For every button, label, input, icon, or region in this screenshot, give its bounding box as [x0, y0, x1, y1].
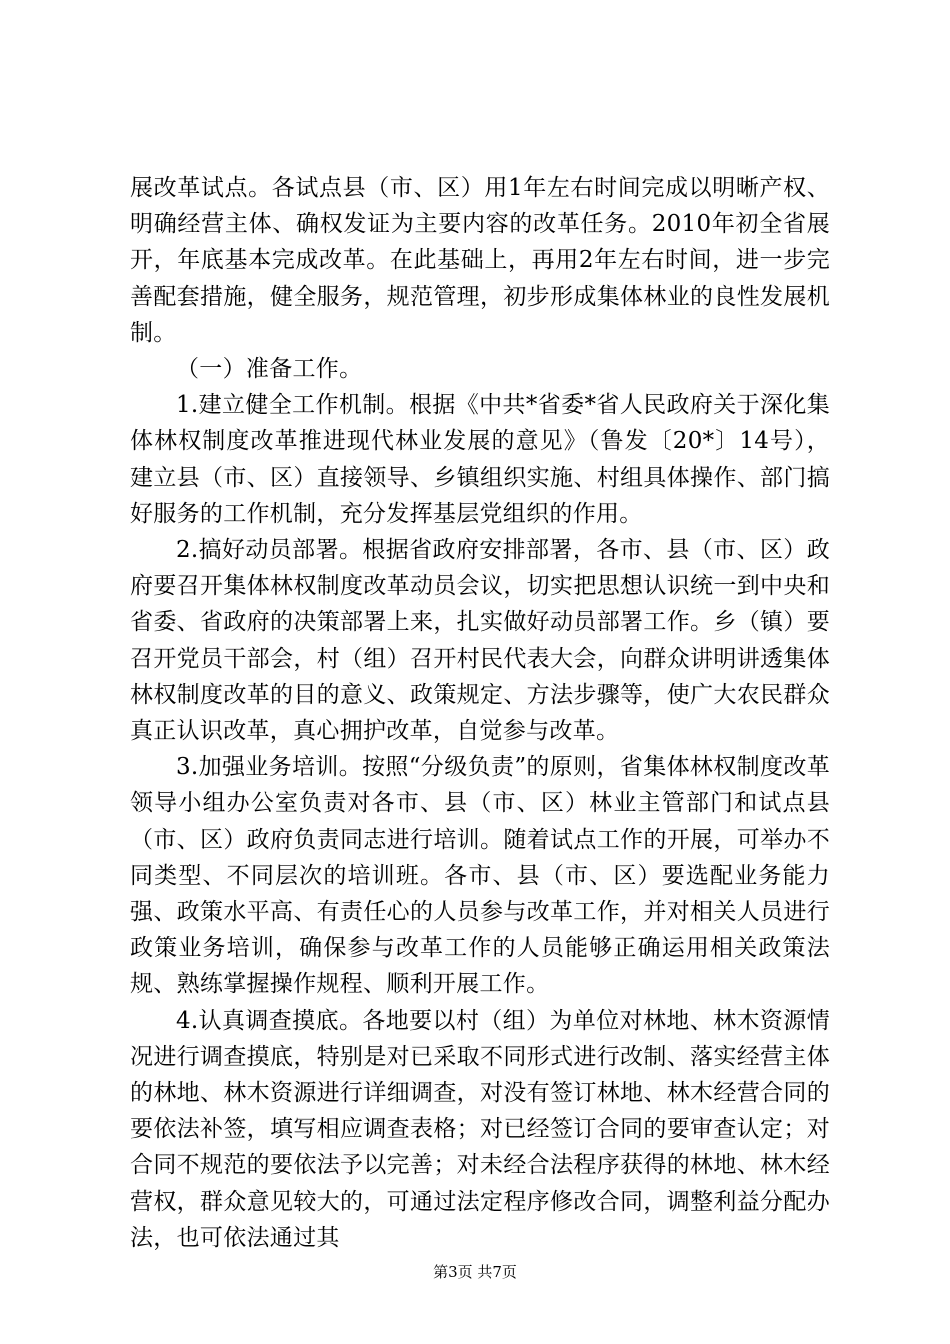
page-footer: 第3页 共7页: [433, 1263, 517, 1281]
section-heading-preparation: （一）准备工作。: [176, 356, 363, 383]
paragraph-continuation: 展改革试点。各试点县（市、区）用1年左右时间完成以明晰产权、明确经营主体、确权发证为主要内容的改革任务。2010年初全省展开，年底基本完成改革。在此基础上，再用2年左右时间，进一步完善配套措施，健全服务，规范管理，初步形成集体林业的良性发展机制。: [130, 175, 830, 346]
paragraph-item-4: 4.认真调查摸底。各地要以村（组）为单位对林地、林木资源情况进行调查摸底，特别是对已采取不同形式进行改制、落实经营主体的林地、林木资源进行详细调查，对没有签订林地、林木经营合同的要依法补签，填写相应调查表格；对已经签订合同的要审查认定；对合同不规范的要依法予以完善；对未经合法程序获得的林地、林木经营权，群众意见较大的，可通过法定程序修改合同，调整利益分配办法，也可依法通过其: [130, 1007, 830, 1251]
paragraph-item-1: 1.建立健全工作机制。根据《中共*省委*省人民政府关于深化集体林权制度改革推进现代林业发展的意见》（鲁发〔20*〕14号），建立县（市、区）直接领导、乡镇组织实施、村组具体操作、部门搞好服务的工作机制，充分发挥基层党组织的作用。: [130, 392, 830, 527]
document-body: [130, 170, 830, 1256]
paragraph-item-3: 3.加强业务培训。按照“分级负责”的原则，省集体林权制度改革领导小组办公室负责对各市、县（市、区）林业主管部门和试点县（市、区）政府负责同志进行培训。随着试点工作的开展，可举办不同类型、不同层次的培训班。各市、县（市、区）要选配业务能力强、政策水平高、有责任心的人员参与改革工作，并对相关人员进行政策业务培训，确保参与改革工作的人员能够正确运用相关政策法规、熟练掌握操作规程、顺利开展工作。: [130, 754, 830, 998]
paragraph-item-2: 2.搞好动员部署。根据省政府安排部署，各市、县（市、区）政府要召开集体林权制度改革动员会议，切实把思想认识统一到中央和省委、省政府的决策部署上来，扎实做好动员部署工作。乡（镇）要召开党员干部会，村（组）召开村民代表大会，向群众讲明讲透集体林权制度改革的目的意义、政策规定、方法步骤等，使广大农民群众真正认识改革，真心拥护改革，自觉参与改革。: [130, 537, 830, 745]
